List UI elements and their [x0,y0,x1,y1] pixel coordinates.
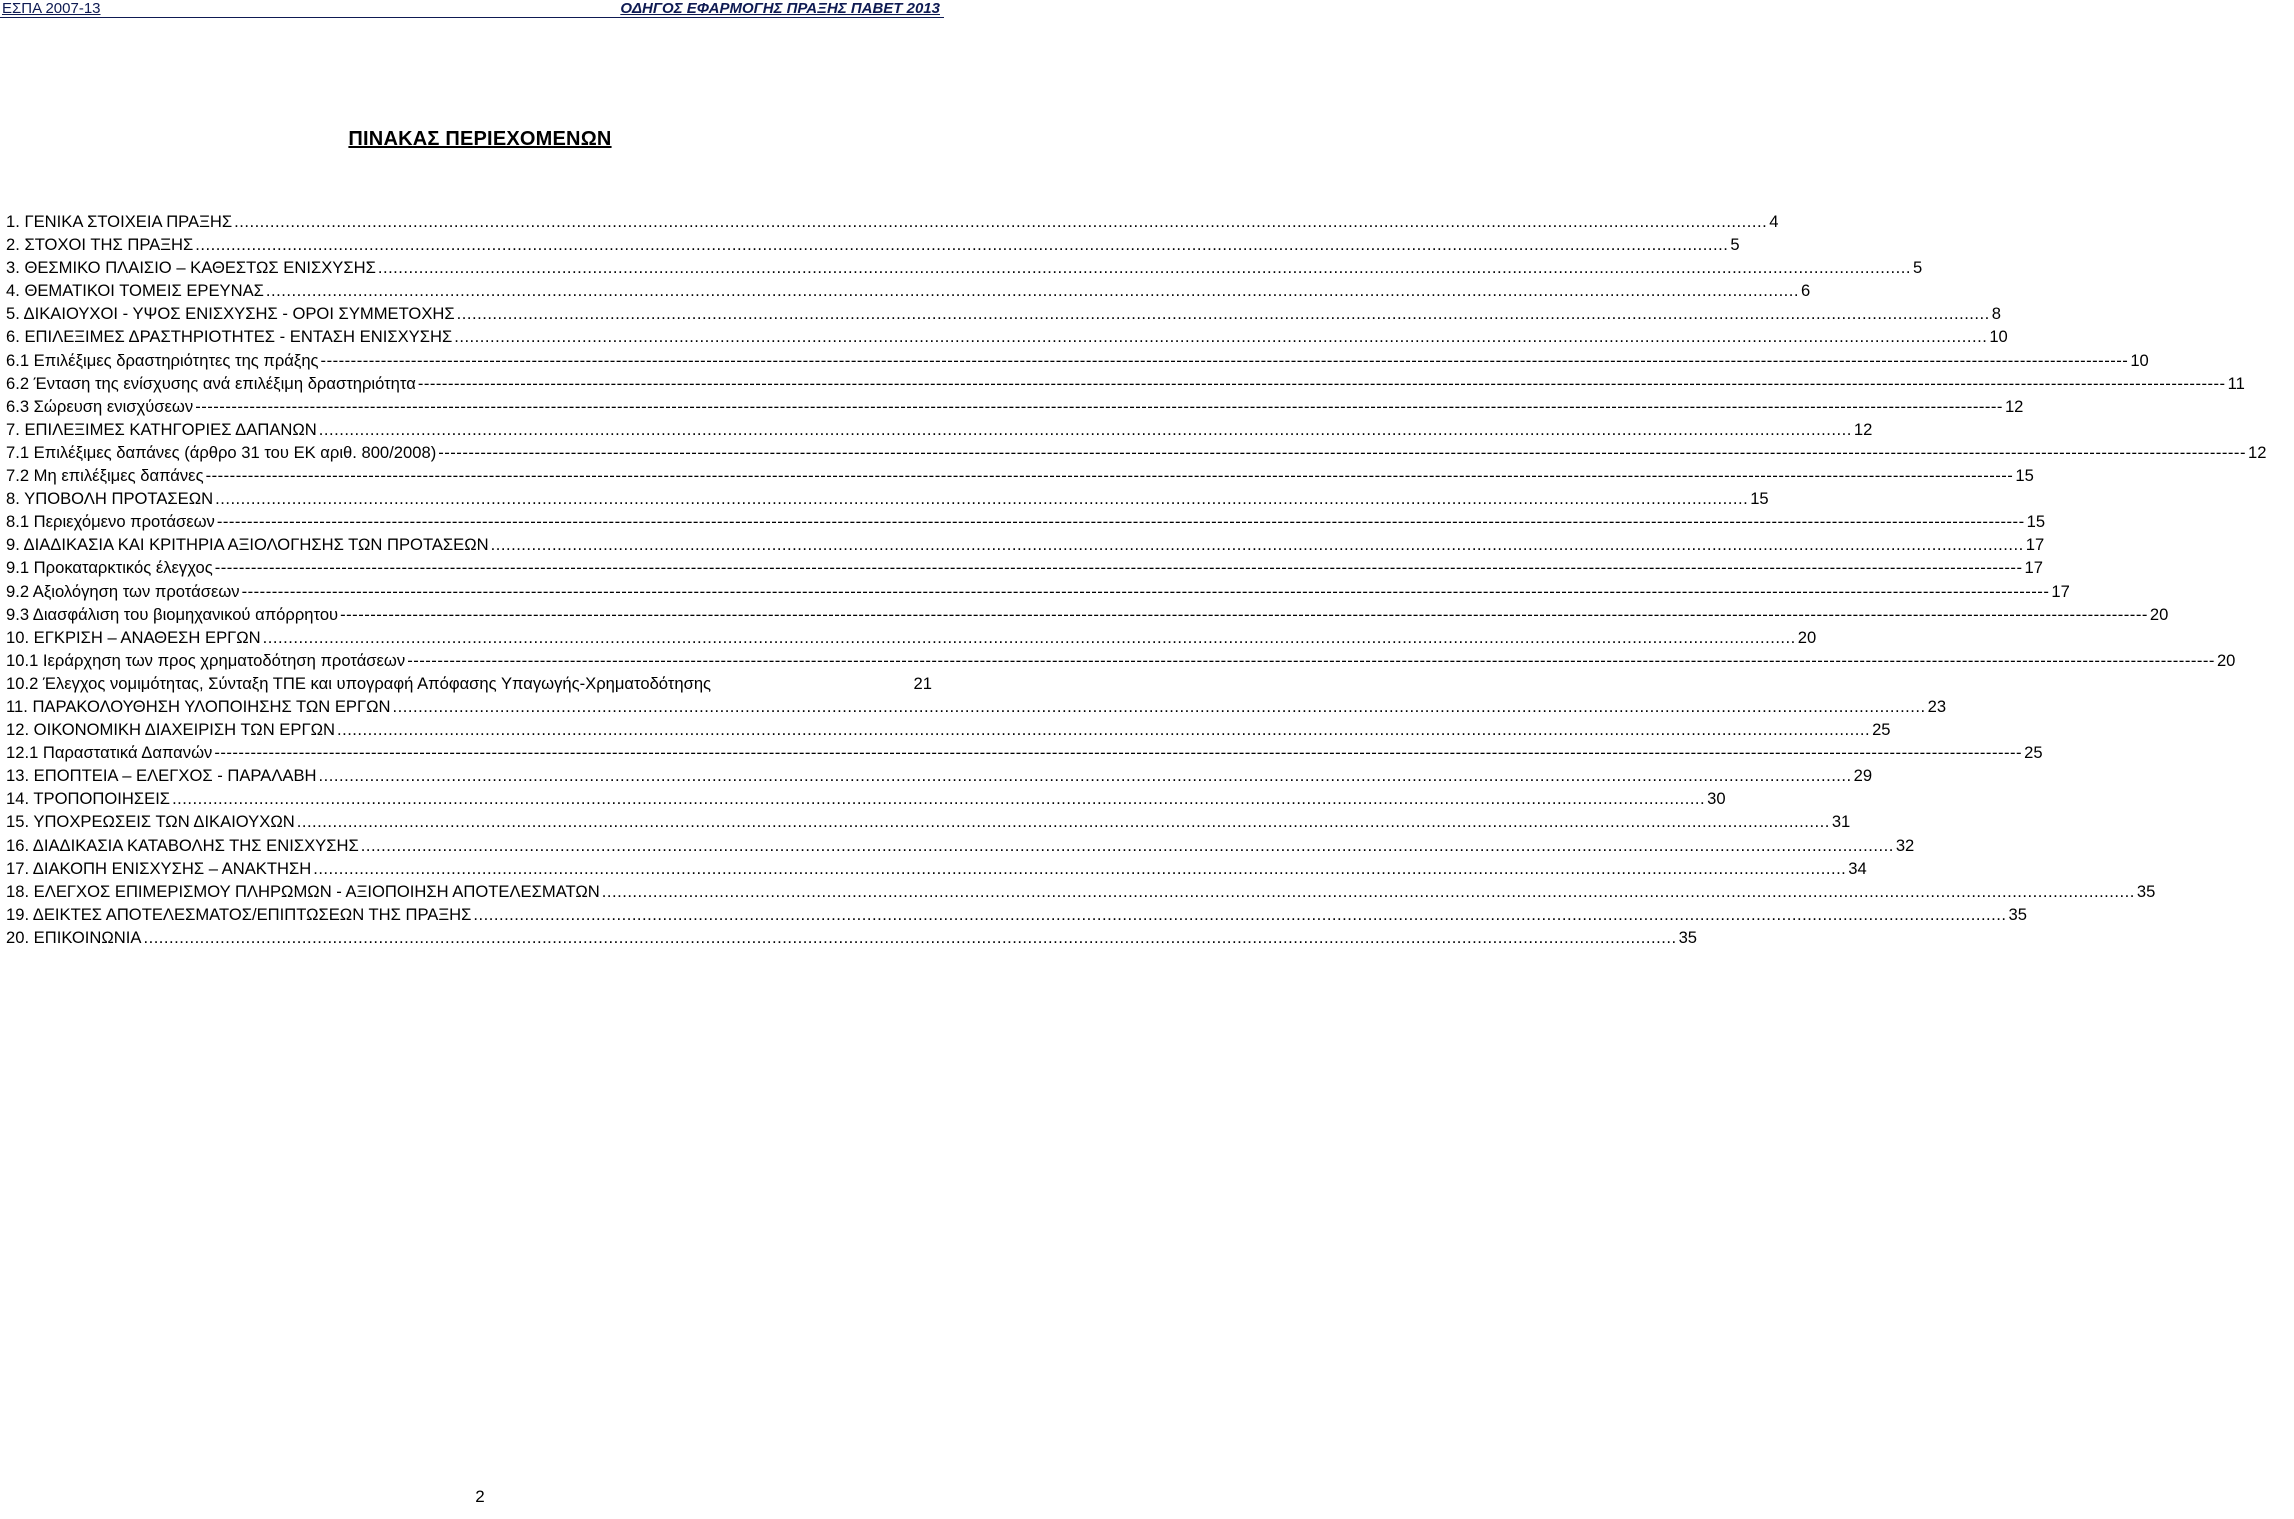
toc-entry-page: 25 [2024,743,2043,763]
toc-entry-label: 6.3 Σώρευση ενισχύσεων [6,396,194,416]
toc-leader: ............................................................................................................................................................................................................................................................................................................ [360,835,1894,855]
toc-entry-label: 1. ΓΕΝΙΚΑ ΣΤΟΙΧΕΙΑ ΠΡΑΞΗΣ [6,212,233,231]
header-document-title: ΟΔΗΓΟΣ ΕΦΑΡΜΟΓΗΣ ΠΡΑΞΗΣ ΠΑΒΕΤ 2013 [620,0,940,17]
toc-leader: ............................................................................................................................................................................................................................................................................................................ [262,627,1796,647]
toc-entry-page: 12 [2247,442,2267,462]
toc-leader: ............................................................................................................................................................................................................................................................................................................ [234,212,1768,231]
toc-leader: ............................................................................................................................................................................................................................................................................................................ [172,789,1706,809]
toc-entry-page: 20 [2216,650,2236,670]
toc-entry[interactable] [6,581,2070,605]
toc-entry[interactable] [6,720,1891,743]
toc-entry[interactable] [6,858,1867,882]
toc-entry[interactable] [6,235,1740,258]
toc-leader: ............................................................................................................................................................................................................................................................................................................ [473,904,2007,924]
toc-leader: ------------------------------------------------------------------------------------------------------------------------------------------------------------------------------------------------------------------------------------------------------------------------------------------------------------ [214,743,2023,763]
toc-entry-page: 15 [1750,489,1769,509]
toc-leader: ------------------------------------------------------------------------------------------------------------------------------------------------------------------------------------------------------------------------------------------------------------------------------------------------------------ [195,396,2003,416]
toc-entry-label: 20. ΕΠΙΚΟΙΝΩΝΙΑ [6,927,142,947]
toc-entry-page: 34 [1848,858,1867,878]
header-program-label: ΕΣΠΑ 2007-13 [2,0,101,17]
header-divider [0,17,944,18]
toc-leader: ............................................................................................................................................................................................................................................................................................................ [601,881,2135,901]
toc-entry-page: 30 [1707,789,1726,809]
toc-entry[interactable] [6,396,2024,420]
toc-leader: ............................................................................................................................................................................................................................................................................................................ [215,489,1749,509]
toc-entry[interactable] [6,558,2043,581]
toc-entry-label: 14. ΤΡΟΠΟΠΟΙΗΣΕΙΣ [6,789,171,809]
toc-entry-page: 35 [2008,904,2027,924]
toc-entry[interactable] [6,835,1915,859]
toc-leader: ............................................................................................................................................................................................................................................................................................................ [490,535,2024,555]
toc-entry[interactable] [6,373,2245,397]
toc-leader: ............................................................................................................................................................................................................................................................................................................ [296,812,1830,832]
toc-entry-page: 21 [913,673,932,693]
toc-entry-page: 32 [1895,835,1915,855]
toc-leader: ------------------------------------------------------------------------------------------------------------------------------------------------------------------------------------------------------------------------------------------------------------------------------------------------------------ [407,650,2215,670]
toc-entry-label: 2. ΣΤΟΧΟΙ ΤΗΣ ΠΡΑΞΗΣ [6,235,194,255]
toc-entry[interactable] [6,627,1817,651]
toc-entry-page: 20 [2149,604,2169,624]
page-number: 2 [475,1487,485,1506]
toc-entry-label: 7. ΕΠΙΛΕΞΙΜΕΣ ΚΑΤΗΓΟΡΙΕΣ ΔΑΠΑΝΩΝ [6,419,317,439]
toc-entry[interactable] [6,419,1873,443]
toc-entry-label: 8. ΥΠΟΒΟΛΗ ΠΡΟΤΑΣΕΩΝ [6,489,214,509]
toc-entry-label: 3. ΘΕΣΜΙΚΟ ΠΛΑΙΣΙΟ – ΚΑΘΕΣΤΩΣ ΕΝΙΣΧΥΣΗΣ [6,258,376,278]
toc-entry-page: 5 [1912,258,1923,278]
toc-entry-label: 15. ΥΠΟΧΡΕΩΣΕΙΣ ΤΩΝ ΔΙΚΑΙΟΥΧΩΝ [6,812,295,832]
toc-entry-label: 9.2 Αξιολόγηση των προτάσεων [6,581,240,601]
toc-entry-label: 4. ΘΕΜΑΤΙΚΟΙ ΤΟΜΕΙΣ ΕΡΕΥΝΑΣ [6,281,264,301]
toc-entry-label: 11. ΠΑΡΑΚΟΛΟΥΘΗΣΗ ΥΛΟΠΟΙΗΣΗΣ ΤΩΝ ΕΡΓΩΝ [6,696,391,716]
toc-entry-label: 9.1 Προκαταρκτικός έλεγχος [6,558,213,578]
toc-entry-label: 9.3 Διασφάλιση του βιομηχανικού απόρρητου [6,604,339,624]
toc-entry[interactable] [6,304,2001,327]
toc-entry-page: 25 [1872,720,1891,740]
toc-entry-label: 9. ΔΙΑΔΙΚΑΣΙΑ ΚΑΙ ΚΡΙΤΗΡΙΑ ΑΞΙΟΛΟΓΗΣΗΣ ΤΩΝ ΠΡΟΤΑΣΕΩΝ [6,535,489,555]
toc-entry[interactable] [6,350,2149,374]
toc-entry-label: 10.1 Ιεράρχηση των προς χρηματοδότηση προτάσεων [6,650,406,670]
toc-entry-label: 13. ΕΠΟΠΤΕΙΑ – ΕΛΕΓΧΟΣ - ΠΑΡΑΛΑΒΗ [6,766,317,786]
toc-leader: ------------------------------------------------------------------------------------------------------------------------------------------------------------------------------------------------------------------------------------------------------------------------------------------------------------ [417,373,2226,393]
toc-entry-page: 10 [1989,327,2008,347]
toc-entry-page: 11 [2227,373,2245,393]
toc-entry-page: 17 [2051,581,2070,601]
toc-entry[interactable] [6,766,1873,789]
toc-entry-page: 5 [1730,235,1740,255]
toc-leader: ------------------------------------------------------------------------------------------------------------------------------------------------------------------------------------------------------------------------------------------------------------------------------------------------------------ [214,558,2023,578]
toc-entry[interactable] [6,535,2045,558]
toc-entry-page: 20 [1797,627,1817,647]
toc-entry[interactable] [6,489,1769,512]
toc-entry[interactable] [6,466,2034,489]
toc-entry-label: 7.1 Επιλέξιμες δαπάνες (άρθρο 31 του ΕΚ αριθ. 800/2008) [6,442,437,462]
toc-entry-label: 10.2 Έλεγχος νομιμότητας, Σύνταξη ΤΠΕ και υπογραφή Απόφασης Υπαγωγής-Χρηματοδότησης [6,673,712,693]
toc-entry[interactable] [6,512,2046,535]
toc-leader: ............................................................................................................................................................................................................................................................................................................ [456,304,1990,324]
page-header [0,0,960,22]
toc-entry-page: 17 [2024,558,2043,578]
toc-leader: ............................................................................................................................................................................................................................................................................................................ [195,235,1729,255]
toc-entry[interactable] [6,927,1698,951]
toc-leader: ------------------------------------------------------------------------------------------------------------------------------------------------------------------------------------------------------------------------------------------------------------------------------------------------------------ [320,350,2129,370]
toc-entry[interactable] [6,696,1947,720]
toc-entry[interactable] [6,442,2267,466]
toc-entry-label: 10. ΕΓΚΡΙΣΗ – ΑΝΑΘΕΣΗ ΕΡΓΩΝ [6,627,261,647]
toc-entry[interactable] [6,258,1923,281]
toc-entry[interactable] [6,789,1726,812]
toc-leader: ............................................................................................................................................................................................................................................................................................................ [318,419,1852,439]
table-of-contents [6,212,2267,951]
toc-entry-label: 6.2 Ένταση της ενίσχυσης ανά επιλέξιμη δραστηριότητα [6,373,416,393]
toc-entry-page: 15 [2015,466,2034,486]
toc-leader: ------------------------------------------------------------------------------------------------------------------------------------------------------------------------------------------------------------------------------------------------------------------------------------------------------------ [216,512,2025,532]
toc-entry[interactable] [6,904,2027,928]
toc-entry-page: 35 [2136,881,2156,901]
toc-entry-label: 7.2 Μη επιλέξιμες δαπάνες [6,466,204,486]
toc-entry[interactable] [6,881,2156,905]
toc-entry[interactable] [6,604,2169,628]
toc-leader: ............................................................................................................................................................................................................................................................................................................ [454,327,1988,347]
toc-entry[interactable] [6,327,2008,350]
toc-entry-page: 31 [1831,812,1851,832]
toc-entry-label: 12.1 Παραστατικά Δαπανών [6,743,213,763]
toc-entry-page: 23 [1927,696,1947,716]
toc-entry-label: 18. ΕΛΕΓΧΟΣ ΕΠΙΜΕΡΙΣΜΟΥ ΠΛΗΡΩΜΩΝ - ΑΞΙΟΠΟΙΗΣΗ ΑΠΟΤΕΛΕΣΜΑΤΩΝ [6,881,600,901]
toc-entry-page: 35 [1678,927,1698,947]
toc-leader: ............................................................................................................................................................................................................................................................................................................ [318,766,1852,786]
toc-entry-page: 8 [1991,304,2001,324]
toc-leader: ............................................................................................................................................................................................................................................................................................................ [313,858,1847,878]
toc-entry[interactable] [6,281,1811,304]
toc-entry-label: 16. ΔΙΑΔΙΚΑΣΙΑ ΚΑΤΑΒΟΛΗΣ ΤΗΣ ΕΝΙΣΧΥΣΗΣ [6,835,359,855]
toc-entry-page: 4 [1769,212,1779,231]
toc-leader: ............................................................................................................................................................................................................................................................................................................ [336,720,1871,740]
toc-leader: ------------------------------------------------------------------------------------------------------------------------------------------------------------------------------------------------------------------------------------------------------------------------------------------------------------ [205,466,2014,486]
toc-entry-page: 29 [1853,766,1873,786]
toc-leader: ------------------------------------------------------------------------------------------------------------------------------------------------------------------------------------------------------------------------------------------------------------------------------------------------------------ [340,604,2148,624]
toc-leader: ............................................................................................................................................................................................................................................................................................................ [265,281,1800,301]
toc-entry-label: 5. ΔΙΚΑΙΟΥΧΟΙ - ΥΨΟΣ ΕΝΙΣΧΥΣΗΣ - ΟΡΟΙ ΣΥΜΜΕΤΟΧΗΣ [6,304,455,324]
toc-entry-page: 17 [2025,535,2045,555]
toc-entry-label: 6.1 Επιλέξιμες δραστηριότητες της πράξης [6,350,319,370]
toc-leader: ............................................................................................................................................................................................................................................................................................................ [392,696,1926,716]
toc-entry-label: 8.1 Περιεχόμενο προτάσεων [6,512,215,532]
toc-entry-page: 12 [2004,396,2024,416]
toc-entry-page: 15 [2026,512,2046,532]
toc-entry[interactable] [6,212,1779,235]
toc-leader: ............................................................................................................................................................................................................................................................................................................ [143,927,1677,947]
toc-entry[interactable] [6,812,1851,835]
toc-entry-page: 12 [1853,419,1873,439]
toc-entry[interactable] [6,674,960,697]
toc-entry[interactable] [6,650,2236,674]
toc-entry-label: 6. ΕΠΙΛΕΞΙΜΕΣ ΔΡΑΣΤΗΡΙΟΤΗΤΕΣ - ΕΝΤΑΣΗ ΕΝΙΣΧΥΣΗΣ [6,327,453,347]
toc-leader: ------------------------------------------------------------------------------------------------------------------------------------------------------------------------------------------------------------------------------------------------------------------------------------------------------------ [438,442,2246,462]
toc-title: ΠΙΝΑΚΑΣ ΠΕΡΙΕΧΟΜΕΝΩΝ [348,128,612,150]
toc-entry[interactable] [6,743,2043,766]
toc-entry-label: 19. ΔΕΙΚΤΕΣ ΑΠΟΤΕΛΕΣΜΑΤΟΣ/ΕΠΙΠΤΩΣΕΩΝ ΤΗΣ ΠΡΑΞΗΣ [6,904,472,924]
toc-entry-label: 17. ΔΙΑΚΟΠΗ ΕΝΙΣΧΥΣΗΣ – ΑΝΑΚΤΗΣΗ [6,858,312,878]
toc-entry-page: 6 [1801,281,1811,301]
toc-leader: ............................................................................................................................................................................................................................................................................................................ [377,258,1911,278]
toc-leader: ------------------------------------------------------------------------------------------------------------------------------------------------------------------------------------------------------------------------------------------------------------------------------------------------------------ [241,581,2050,601]
toc-entry-label: 12. ΟΙΚΟΝΟΜΙΚΗ ΔΙΑΧΕΙΡΙΣΗ ΤΩΝ ΕΡΓΩΝ [6,720,335,740]
toc-entry-page: 10 [2130,350,2149,370]
